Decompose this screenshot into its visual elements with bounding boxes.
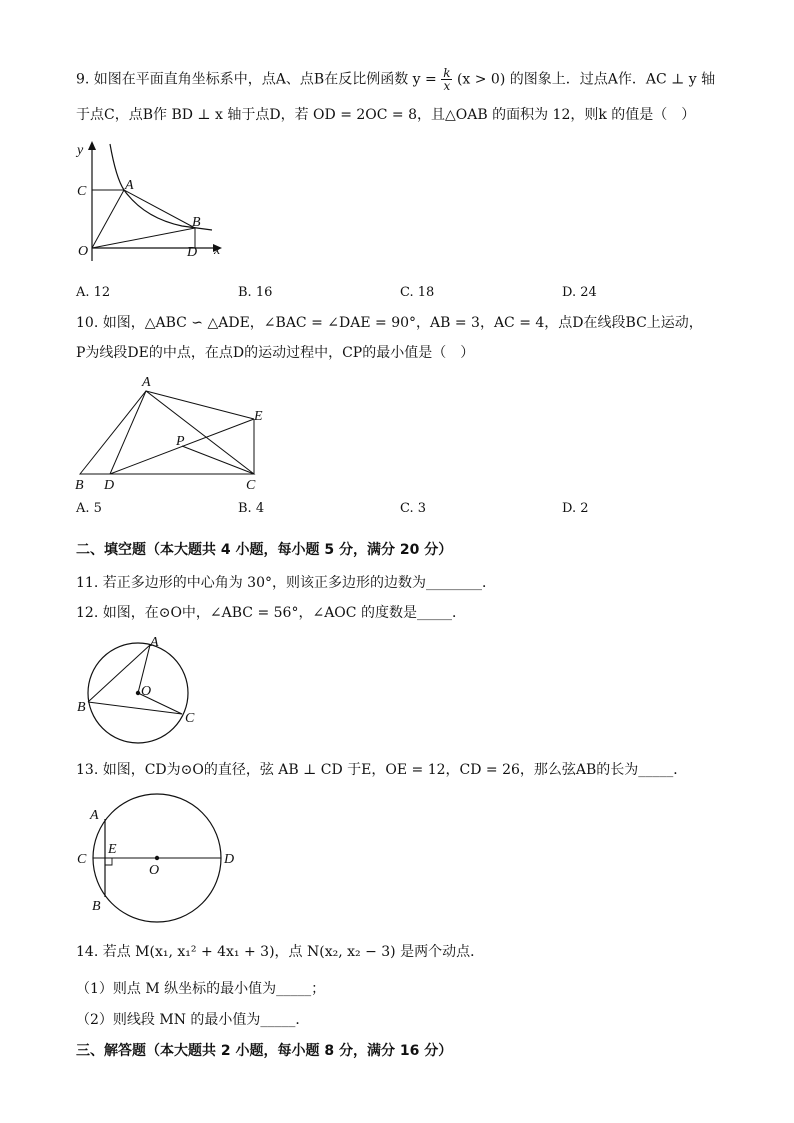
q13-label-o: O <box>149 863 160 878</box>
q9-frac-den: x <box>443 79 451 93</box>
q10-label-e: E <box>254 409 263 424</box>
q9-label-d: D <box>187 245 198 260</box>
q12-label-a: A <box>150 635 159 650</box>
section-3-heading: 三、解答题（本大题共 2 小题，每小题 8 分，满分 16 分） <box>76 1043 453 1059</box>
q14-sub1: （1）则点 M 纵坐标的最小值为_____； <box>76 981 326 997</box>
q9-line1 <box>76 67 715 92</box>
q9-option-c: C. 18 <box>400 285 435 300</box>
q9-label-o: O <box>78 244 89 259</box>
q9-label-b: B <box>192 215 201 230</box>
q14-sub2: （2）则线段 MN 的最小值为_____． <box>76 1012 310 1028</box>
q10-label-p: P <box>176 434 185 449</box>
q10-label-d: D <box>104 478 115 493</box>
q13-label-c: C <box>77 852 87 867</box>
q14-text: 14. 若点 M(x₁, x₁² + 4x₁ + 3)，点 N(x₂, x₂ − 3) 是两个动点． <box>76 944 485 960</box>
q9-label-a: A <box>125 178 134 193</box>
q9-option-b: B. 16 <box>238 285 273 300</box>
q9-text-b: (x > 0) 的图象上．过点A作．AC ⊥ y 轴 <box>456 71 716 88</box>
q13-label-a: A <box>90 808 99 823</box>
q9-label-x: x <box>214 243 221 258</box>
q9-label-y: y <box>77 143 84 158</box>
q12-label-b: B <box>77 700 86 715</box>
q10-figure <box>72 373 272 493</box>
q12-label-o: O <box>141 684 152 699</box>
q9-figure <box>72 138 232 263</box>
q13-text: 13. 如图，CD为⊙O的直径，弦 AB ⊥ CD 于E，OE = 12，CD = 26，那么弦AB的长为_____． <box>76 762 688 778</box>
q9-text-a: 9. 如图在平面直角坐标系中，点A、点B在反比例函数 y = <box>76 71 437 88</box>
q9-option-d: D. 24 <box>562 285 597 300</box>
q10-label-a: A <box>142 375 151 390</box>
q10-option-a: A. 5 <box>76 501 102 516</box>
q9-line2: 于点C，点B作 BD ⊥ x 轴于点D，若 OD = 2OC = 8，且△OAB 的面积为 12，则k 的值是（ ） <box>76 107 696 123</box>
q13-figure <box>74 790 244 920</box>
q10-label-c: C <box>246 478 256 493</box>
q9-frac-num: k <box>443 66 451 80</box>
q10-option-d: D. 2 <box>562 501 589 516</box>
q10-option-b: B. 4 <box>238 501 265 516</box>
q12-label-c: C <box>185 711 195 726</box>
section-2-heading: 二、填空题（本大题共 4 小题，每小题 5 分，满分 20 分） <box>76 542 453 558</box>
q12-text: 12. 如图，在⊙O中，∠ABC = 56°，∠AOC 的度数是_____． <box>76 605 466 621</box>
q10-line2: P为线段DE的中点，在点D的运动过程中，CP的最小值是（ ） <box>76 345 475 361</box>
q9-fraction <box>441 67 452 92</box>
q10-label-b: B <box>75 478 84 493</box>
q13-label-d: D <box>224 852 235 867</box>
q11-text: 11. 若正多边形的中心角为 30°，则该正多边形的边数为________． <box>76 575 496 591</box>
q13-label-e: E <box>108 842 117 857</box>
q9-option-a: A. 12 <box>76 285 111 300</box>
q13-label-b: B <box>92 899 101 914</box>
q12-figure <box>74 633 204 753</box>
q9-label-c: C <box>77 184 87 199</box>
q10-line1: 10. 如图，△ABC ∽ △ADE，∠BAC = ∠DAE = 90°，AB = 3，AC = 4，点D在线段BC上运动， <box>76 315 703 331</box>
q10-option-c: C. 3 <box>400 501 427 516</box>
